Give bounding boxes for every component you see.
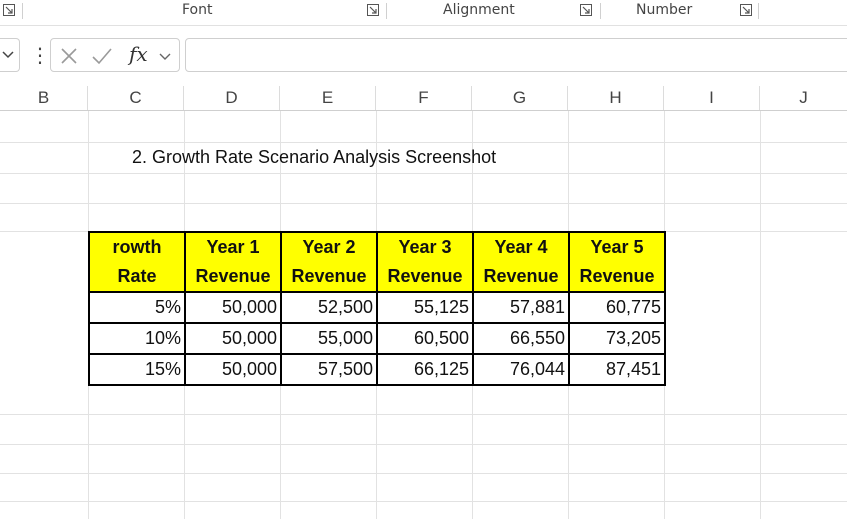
gridline: [0, 142, 847, 143]
table-cell[interactable]: 76,044: [473, 354, 569, 385]
sheet-title: 2. Growth Rate Scenario Analysis Screenshot: [132, 147, 497, 167]
gridline: [0, 414, 847, 415]
name-box[interactable]: [0, 38, 20, 72]
table-cell[interactable]: 50,000: [185, 354, 281, 385]
gridline: [0, 203, 847, 204]
column-header-i[interactable]: I: [664, 86, 760, 110]
table-cell[interactable]: 10%: [89, 323, 185, 354]
table-row: [89, 354, 665, 385]
column-header-c[interactable]: C: [88, 86, 184, 110]
table-cell[interactable]: 15%: [89, 354, 185, 385]
column-headers: [0, 86, 847, 111]
growth-rate-table: [88, 231, 666, 386]
insert-function-fx-icon[interactable]: fx: [129, 42, 148, 66]
enter-check-icon[interactable]: [91, 46, 113, 66]
table-cell[interactable]: 60,775: [569, 292, 665, 323]
table-cell[interactable]: 52,500: [281, 292, 377, 323]
table-cell[interactable]: 57,500: [281, 354, 377, 385]
table-row: [89, 323, 665, 354]
column-header-f[interactable]: F: [376, 86, 472, 110]
formula-input[interactable]: [185, 38, 847, 72]
header-cell-year5[interactable]: Year 5 Revenue: [569, 232, 665, 292]
gridline: [0, 444, 847, 445]
formula-buttons: [50, 38, 180, 72]
chevron-down-icon[interactable]: [2, 50, 14, 60]
ribbon-separator: [22, 3, 23, 19]
table-cell[interactable]: 50,000: [185, 292, 281, 323]
header-cell-growth-rate[interactable]: rowth Rate: [89, 232, 185, 292]
table-header-row: [89, 232, 665, 292]
ribbon-group-alignment-label: Alignment: [443, 2, 515, 18]
header-cell-year1[interactable]: Year 1 Revenue: [185, 232, 281, 292]
column-header-g[interactable]: G: [472, 86, 568, 110]
table-cell[interactable]: 57,881: [473, 292, 569, 323]
cancel-icon[interactable]: [59, 46, 79, 66]
table-cell[interactable]: 66,125: [377, 354, 473, 385]
column-header-j[interactable]: J: [799, 88, 808, 107]
ribbon-separator: [386, 3, 387, 19]
header-cell-year4[interactable]: Year 4 Revenue: [473, 232, 569, 292]
header-cell-year2[interactable]: Year 2 Revenue: [281, 232, 377, 292]
ribbon: [0, 0, 847, 26]
gridline: [0, 501, 847, 502]
alignment-dialog-launcher-icon[interactable]: [580, 4, 592, 16]
table-cell[interactable]: 60,500: [377, 323, 473, 354]
chevron-down-icon[interactable]: [159, 52, 171, 62]
table-cell[interactable]: 73,205: [569, 323, 665, 354]
column-header-h[interactable]: H: [568, 86, 664, 110]
header-cell-year3[interactable]: Year 3 Revenue: [377, 232, 473, 292]
table-cell[interactable]: 55,000: [281, 323, 377, 354]
ribbon-group-number-label: Number: [636, 2, 693, 18]
font-dialog-launcher-icon[interactable]: [367, 4, 379, 16]
ribbon-group-font-label: Font: [182, 2, 213, 18]
table-cell[interactable]: 87,451: [569, 354, 665, 385]
column-header-b[interactable]: B: [0, 86, 88, 110]
table-cell[interactable]: 5%: [89, 292, 185, 323]
table-cell[interactable]: 50,000: [185, 323, 281, 354]
number-dialog-launcher-icon[interactable]: [740, 4, 752, 16]
more-options-icon[interactable]: ⋮: [30, 43, 50, 67]
table-cell[interactable]: 55,125: [377, 292, 473, 323]
column-header-e[interactable]: E: [280, 86, 376, 110]
column-header-d[interactable]: D: [184, 86, 280, 110]
ribbon-separator: [600, 3, 601, 19]
gridline: [0, 473, 847, 474]
table-cell[interactable]: 66,550: [473, 323, 569, 354]
table-row: [89, 292, 665, 323]
gridline: [0, 173, 847, 174]
ribbon-separator: [758, 3, 759, 19]
dialog-launcher-icon[interactable]: [3, 4, 15, 16]
formula-bar: [0, 26, 847, 86]
